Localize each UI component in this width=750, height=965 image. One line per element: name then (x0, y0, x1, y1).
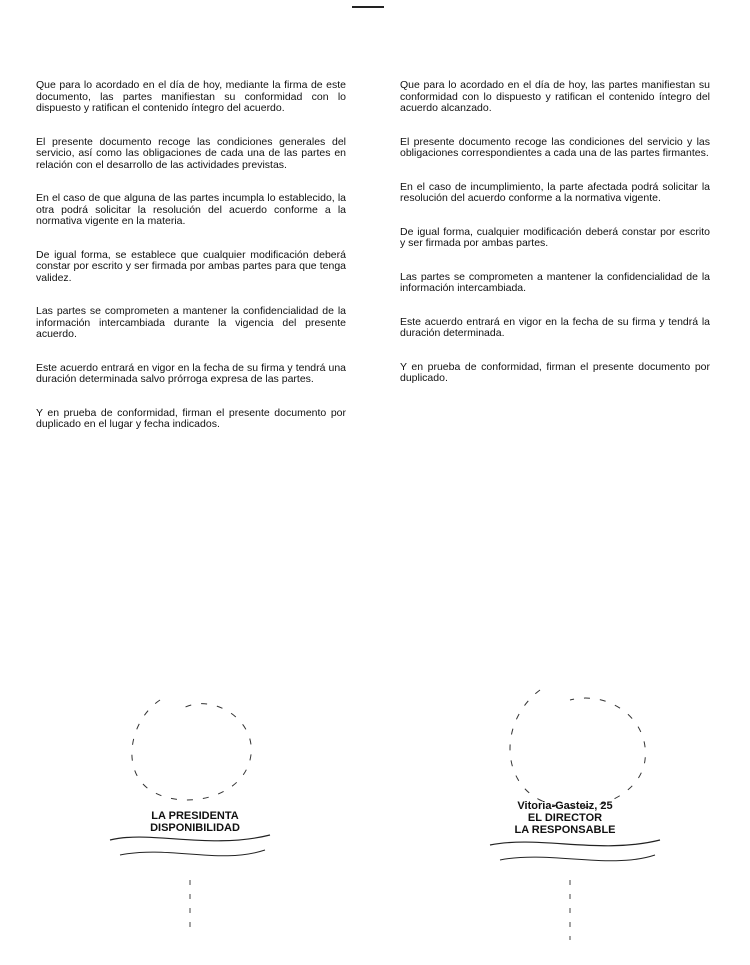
left-paragraph-2: El presente documento recoge las condiciones generales del servicio, así como las obligaciones de cada una de las partes en relación con el desarrollo de las actividades previstas. (36, 136, 346, 171)
left-paragraph-3: En el caso de que alguna de las partes incumpla lo establecido, la otra podrá solicitar la resolución del acuerdo conforme a la normativa vigente en la materia. (36, 193, 346, 227)
left-paragraph-4: De igual forma, se establece que cualquier modificación deberá constar por escrito y ser firmada por ambas partes para que tenga validez. (36, 249, 346, 284)
left-signature-subtitle: DISPONIBILIDAD (150, 822, 240, 834)
right-signature-block (470, 800, 660, 836)
top-mark (352, 6, 384, 8)
left-signature-block (110, 810, 280, 834)
left-signature-title: LA PRESIDENTA (151, 810, 239, 822)
right-paragraph-2: El presente documento recoge las condiciones del servicio y las obligaciones correspondientes a cada una de las partes firmantes. (400, 136, 710, 159)
right-signature-subtitle: LA RESPONSABLE (514, 824, 616, 836)
left-paragraph-6: Este acuerdo entrará en vigor en la fecha de su firma y tendrá una duración determinada salvo prórroga expresa de las partes. (36, 362, 346, 385)
right-signature-place-date: Vitoria-Gasteiz, 25 (517, 800, 613, 812)
right-paragraph-4: De igual forma, cualquier modificación deberá constar por escrito y ser firmada por ambas partes. (400, 226, 710, 249)
left-paragraph-7: Y en prueba de conformidad, firman el presente documento por duplicado en el lugar y fecha indicados. (36, 407, 346, 430)
right-paragraph-7: Y en prueba de conformidad, firman el presente documento por duplicado. (400, 361, 710, 384)
right-paragraph-3: En el caso de incumplimiento, la parte afectada podrá solicitar la resolución del acuerdo conforme a la normativa vigente. (400, 181, 710, 204)
right-paragraph-5: Las partes se comprometen a mantener la confidencialidad de la información intercambiada. (400, 271, 710, 294)
right-column (400, 80, 710, 407)
right-signature-title: EL DIRECTOR (527, 812, 603, 824)
left-paragraph-5: Las partes se comprometen a mantener la confidencialidad de la información intercambiada durante la vigencia del presente acuerdo. (36, 306, 346, 340)
left-column (36, 80, 346, 453)
left-paragraph-1: Que para lo acordado en el día de hoy, mediante la firma de este documento, las partes manifiestan su conformidad con lo dispuesto y ratifican el contenido íntegro del acuerdo. (36, 80, 346, 114)
right-paragraph-1: Que para lo acordado en el día de hoy, las partes manifiestan su conformidad con lo dispuesto y ratifican el contenido íntegro del acuerdo alcanzado. (400, 80, 710, 114)
right-paragraph-6: Este acuerdo entrará en vigor en la fecha de su firma y tendrá la duración determinada. (400, 316, 710, 339)
